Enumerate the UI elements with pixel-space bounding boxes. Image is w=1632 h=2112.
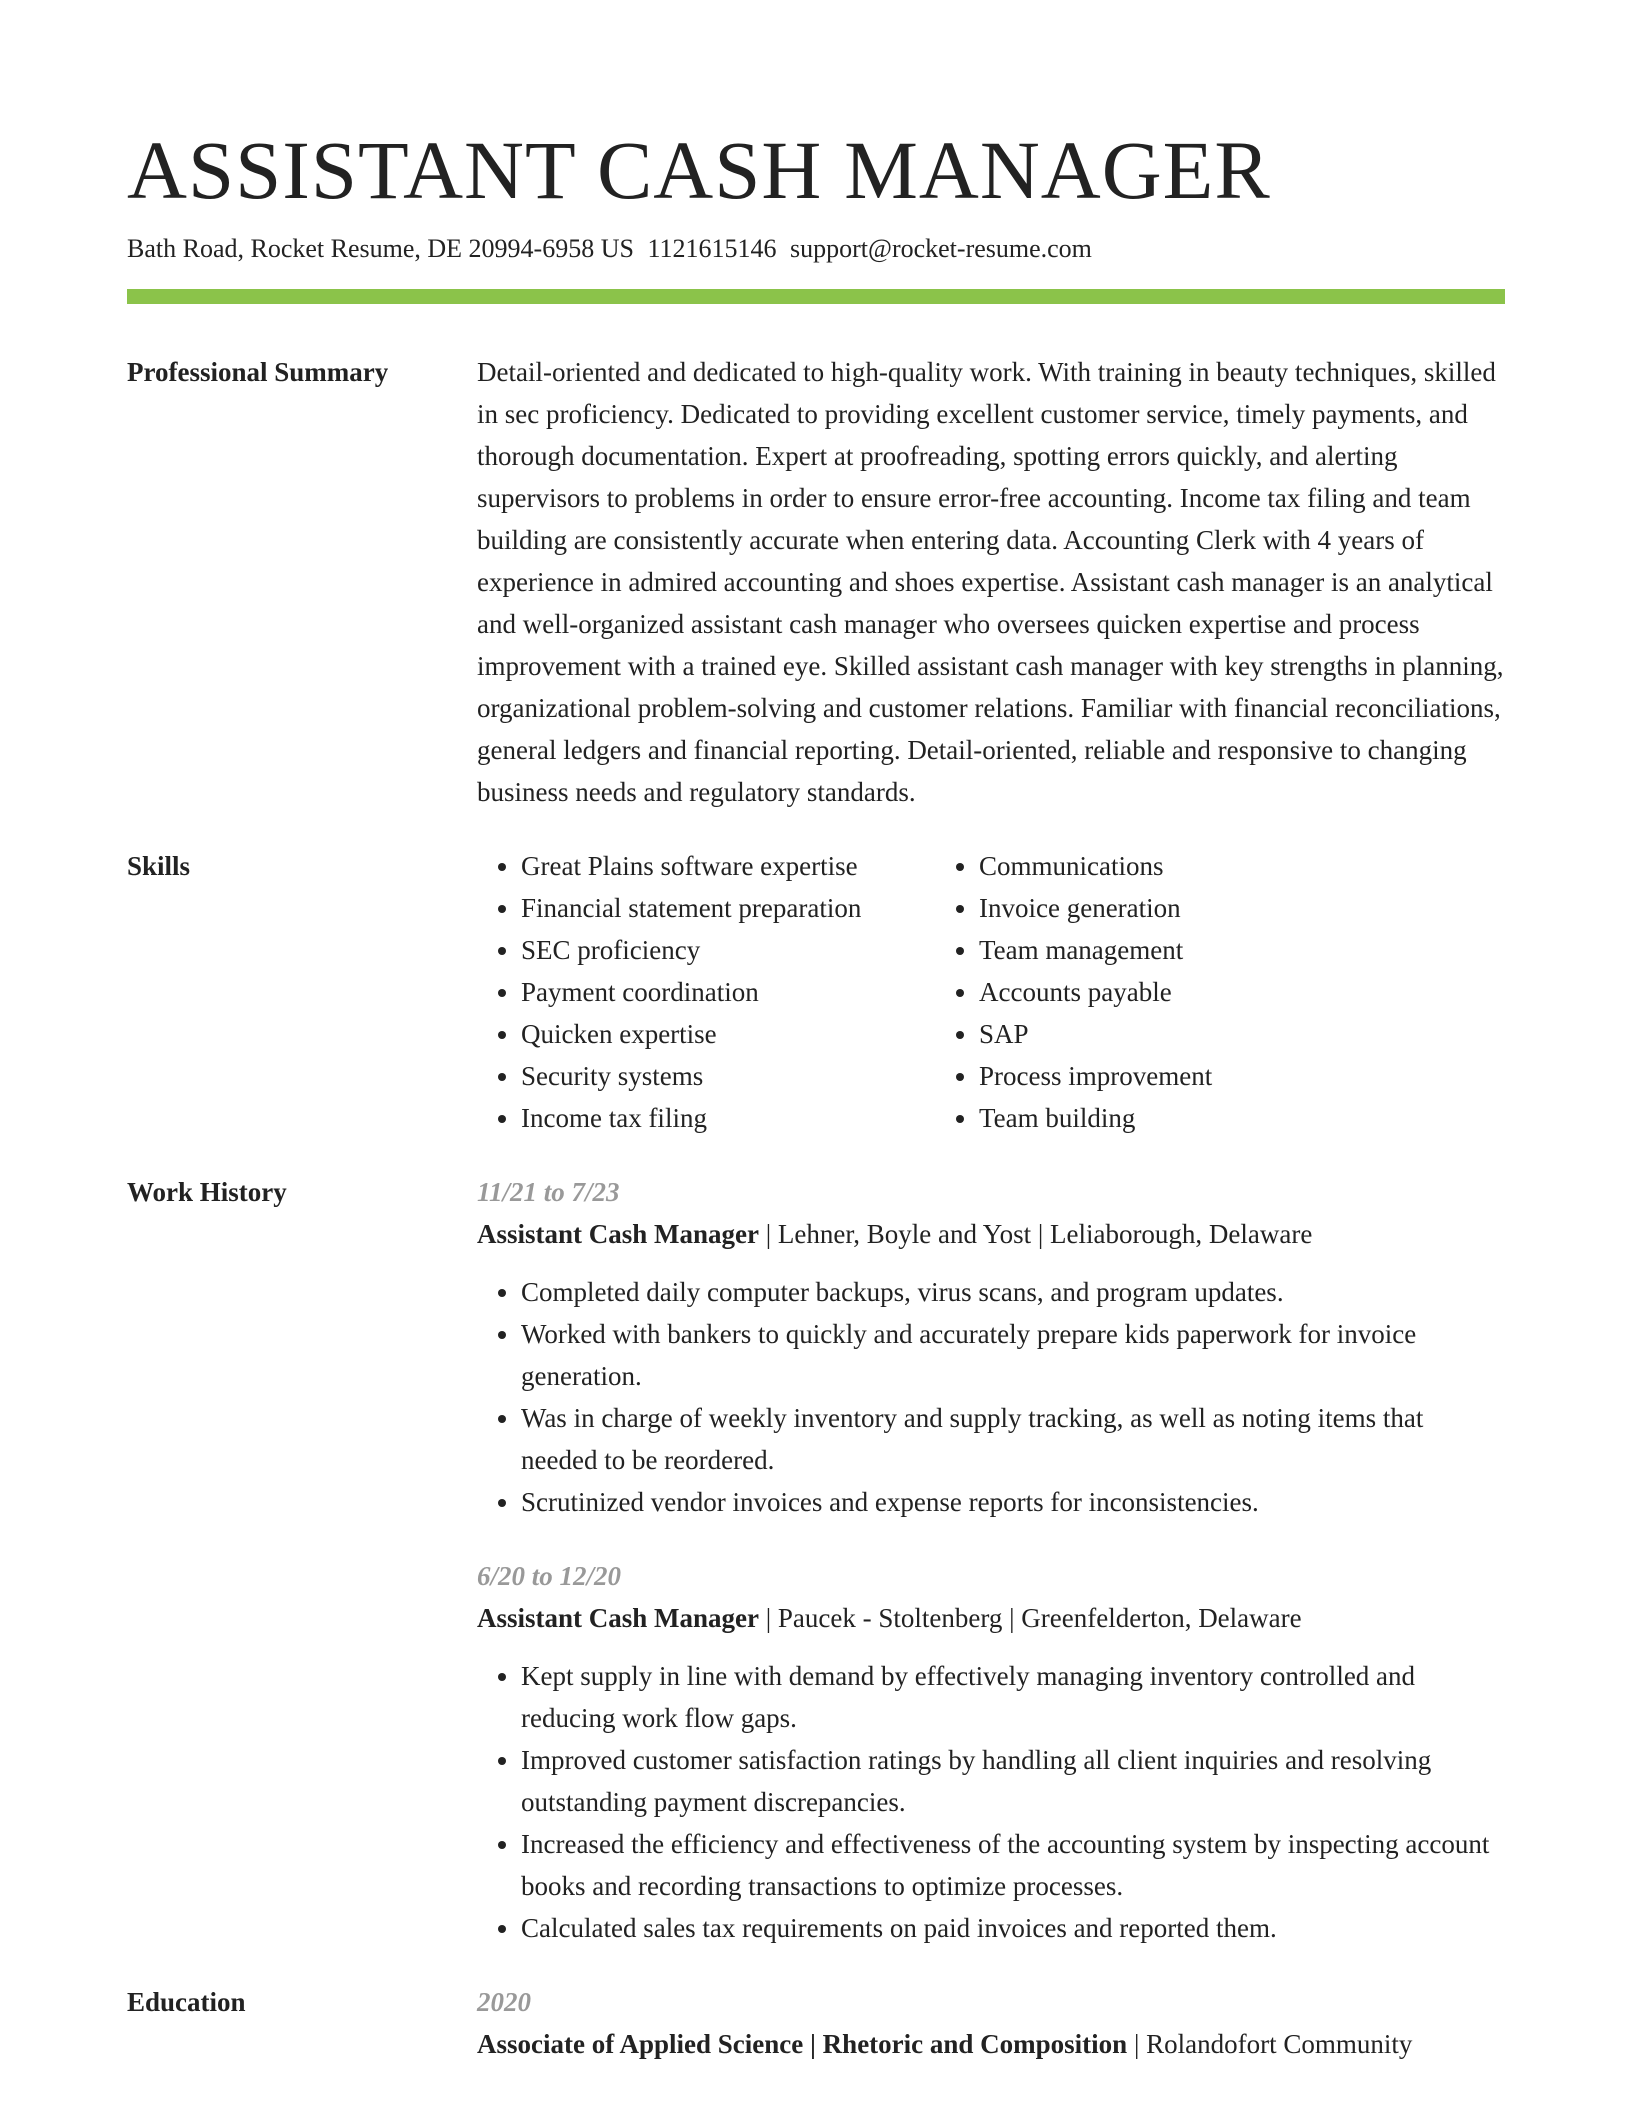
work-history-body xyxy=(477,1171,1505,1949)
job-bullet: • Increased the efficiency and effectiveness of the accounting system by inspecting account books and recording transactions to optimize processes. xyxy=(521,1823,1505,1907)
job-title: Assistant Cash Manager xyxy=(477,1603,760,1633)
skill-item: • Financial statement preparation xyxy=(521,887,935,929)
skills-column-2 xyxy=(935,845,1212,1139)
skill-item: • Income tax filing xyxy=(521,1097,935,1139)
skill-item: • Communications xyxy=(979,845,1212,887)
job-title-line xyxy=(477,1597,1505,1639)
job-bullets xyxy=(477,1655,1505,1949)
education-school: | Rolandofort Community xyxy=(1133,2029,1413,2059)
skill-item: • Process improvement xyxy=(979,1055,1212,1097)
job-entry xyxy=(477,1171,1505,1523)
education-label: Education xyxy=(127,1987,246,2017)
job-company-location: | Paucek - Stoltenberg | Greenfelderton, Delaware xyxy=(765,1603,1302,1633)
education-year: 2020 xyxy=(477,1987,531,2017)
skill-item: • Accounts payable xyxy=(979,971,1212,1013)
work-history-section xyxy=(127,1171,1505,1949)
job-title: Assistant Cash Manager xyxy=(477,1219,760,1249)
education-degree: Associate of Applied Science | Rhetoric and Composition xyxy=(477,2029,1128,2059)
job-bullets xyxy=(477,1271,1505,1523)
job-entry xyxy=(477,1555,1505,1949)
skill-item: • Security systems xyxy=(521,1055,935,1097)
contact-phone: 1121615146 xyxy=(647,234,777,263)
skill-item: • Invoice generation xyxy=(979,887,1212,929)
skill-item: • Team building xyxy=(979,1097,1212,1139)
skill-item: • SEC proficiency xyxy=(521,929,935,971)
job-bullet: • Calculated sales tax requirements on paid invoices and reported them. xyxy=(521,1907,1505,1949)
skill-item: • Payment coordination xyxy=(521,971,935,1013)
summary-body xyxy=(477,351,1505,813)
skill-item: • Quicken expertise xyxy=(521,1013,935,1055)
work-history-label: Work History xyxy=(127,1177,287,1207)
skills-column-1 xyxy=(477,845,935,1139)
job-bullet: • Scrutinized vendor invoices and expense reports for inconsistencies. xyxy=(521,1481,1505,1523)
contact-line xyxy=(127,232,1505,266)
contact-address: Bath Road, Rocket Resume, DE 20994-6958 US xyxy=(127,234,634,263)
resume-name: ASSISTANT CASH MANAGER xyxy=(127,124,1271,216)
job-dates: 6/20 to 12/20 xyxy=(477,1561,622,1591)
job-bullet: • Improved customer satisfaction ratings by handling all client inquiries and resolving outstanding payment discrepancies. xyxy=(521,1739,1505,1823)
skills-section xyxy=(127,845,1505,1139)
skill-item: • Team management xyxy=(979,929,1212,971)
skills-columns xyxy=(477,845,1505,1139)
skills-label: Skills xyxy=(127,851,191,881)
education-section xyxy=(127,1981,1505,2065)
summary-section xyxy=(127,351,1505,813)
job-bullet: • Completed daily computer backups, virus scans, and program updates. xyxy=(521,1271,1505,1313)
education-body xyxy=(477,1981,1505,2065)
job-bullet: • Was in charge of weekly inventory and supply tracking, as well as noting items that needed to be reordered. xyxy=(521,1397,1505,1481)
summary-label: Professional Summary xyxy=(127,357,389,387)
job-bullet: • Worked with bankers to quickly and accurately prepare kids paperwork for invoice generation. xyxy=(521,1313,1505,1397)
job-bullet: • Kept supply in line with demand by effectively managing inventory controlled and reducing work flow gaps. xyxy=(521,1655,1505,1739)
header-divider xyxy=(127,289,1505,304)
contact-email[interactable]: support@rocket-resume.com xyxy=(790,234,1092,263)
skill-item: • SAP xyxy=(979,1013,1212,1055)
skills-body xyxy=(477,845,1505,1139)
summary-text: Detail-oriented and dedicated to high-quality work. With training in beauty techniques, skilled in sec proficiency. Dedicated to providing excellent customer service, timely payments, and thorough documentation. Expert at proofreading, spotting errors quickly, and alerting supervisors to problems in order to ensure error-free accounting. Income tax filing and team building are consistently accurate when entering data. Accounting Clerk with 4 years of experience in admired accounting and shoes expertise. Assistant cash manager is an analytical and well-organized assistant cash manager who oversees quicken expertise and process improvement with a trained eye. Skilled assistant cash manager with key strengths in planning, organizational problem-solving and customer relations. Familiar with financial reconciliations, general ledgers and financial reporting. Detail-oriented, reliable and responsive to changing business needs and regulatory standards. xyxy=(477,357,1504,807)
job-company-location: | Lehner, Boyle and Yost | Leliaborough, Delaware xyxy=(765,1219,1313,1249)
education-title-line xyxy=(477,2023,1505,2065)
job-title-line xyxy=(477,1213,1505,1255)
skill-item: • Great Plains software expertise xyxy=(521,845,935,887)
job-dates: 11/21 to 7/23 xyxy=(477,1177,620,1207)
